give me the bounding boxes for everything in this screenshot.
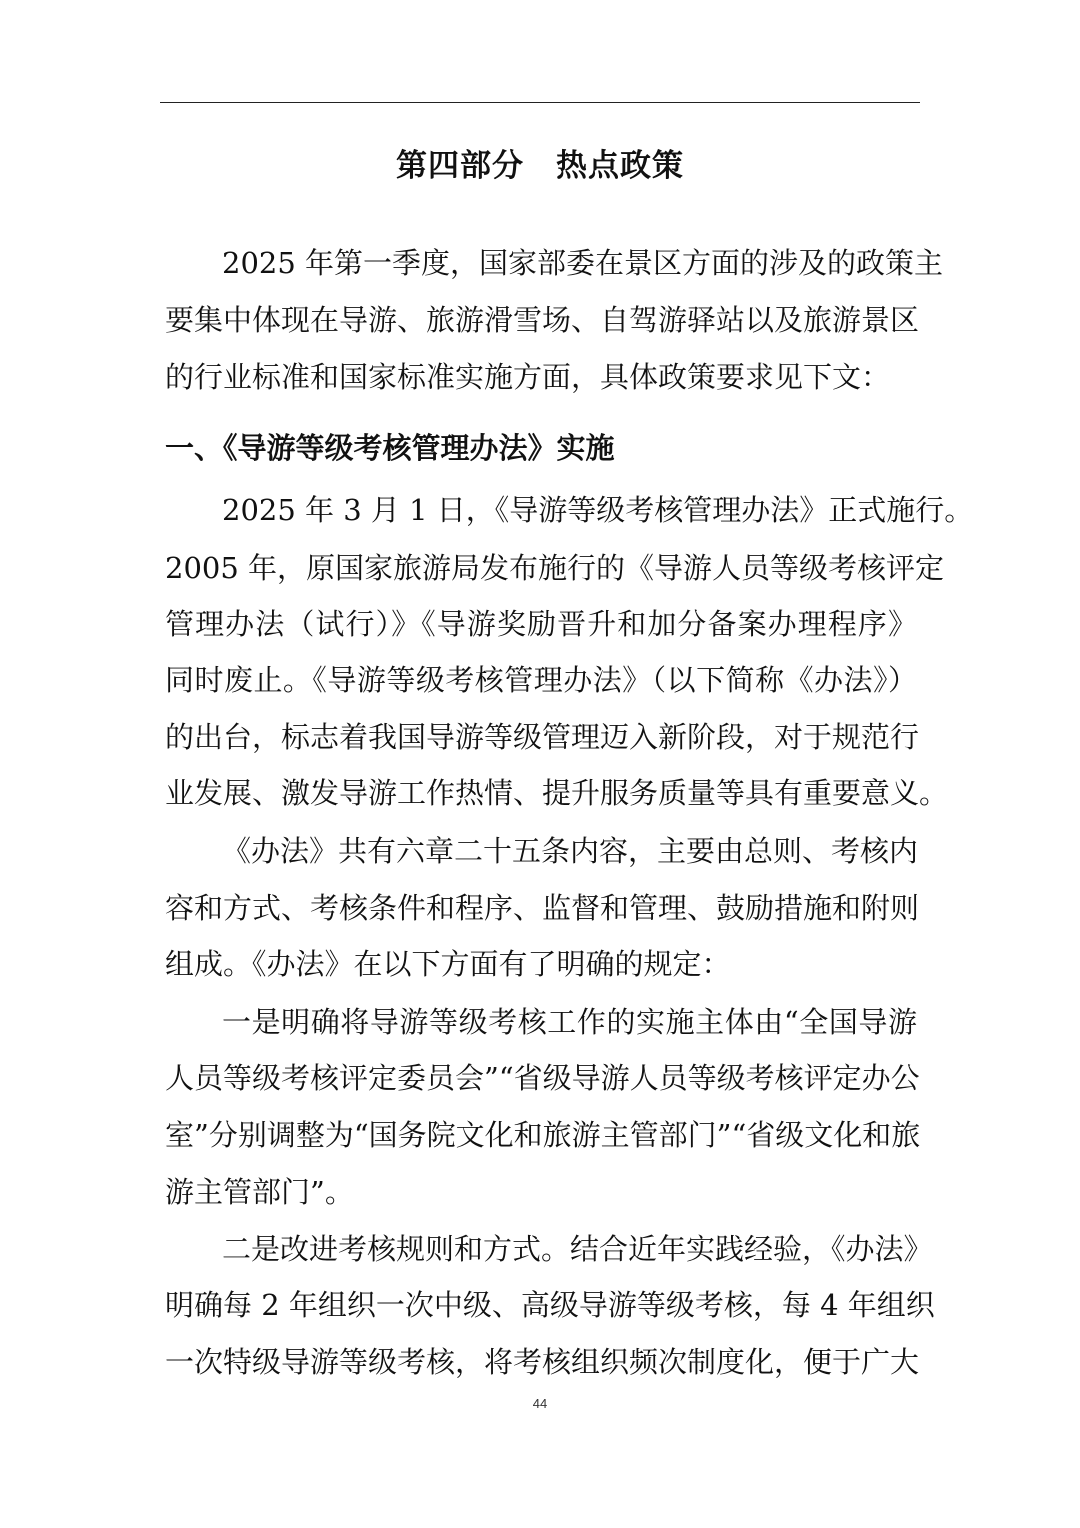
intro-line: 2025 年第一季度，国家部委在景区方面的涉及的政策主	[222, 246, 944, 280]
intro-line: 的行业标准和国家标准实施方面，具体政策要求见下文：	[165, 360, 891, 394]
body-line: 组成。《办法》在以下方面有了明确的规定：	[165, 947, 731, 981]
body-line: 人员等级考核评定委员会”“省级导游人员等级考核评定办公	[165, 1061, 920, 1095]
section-heading: 一、《导游等级考核管理办法》实施	[165, 431, 615, 465]
body-line: 2025 年 3 月 1 日，《导游等级考核管理办法》正式施行。	[222, 493, 974, 527]
page-number: 44	[532, 1396, 548, 1411]
body-line: 游主管部门”。	[165, 1175, 354, 1209]
body-line: 室”分别调整为“国务院文化和旅游主管部门”“省级文化和旅	[165, 1118, 921, 1152]
body-line: 一是明确将导游等级考核工作的实施主体由“全国导游	[222, 1005, 917, 1039]
body-line: 管理办法（试行）》《导游奖励晋升和加分备案办理程序》	[165, 607, 917, 641]
body-line: 《办法》共有六章二十五条内容，主要由总则、考核内	[222, 834, 919, 868]
body-line: 业发展、激发导游工作热情、提升服务质量等具有重要意义。	[165, 776, 949, 810]
header-rule	[160, 102, 920, 103]
body-line: 明确每 2 年组织一次中级、高级导游等级考核，每 4 年组织	[165, 1288, 935, 1322]
body-line: 同时废止。《导游等级考核管理办法》（以下简称《办法》）	[165, 663, 917, 697]
body-line: 2005 年，原国家旅游局发布施行的《导游人员等级考核评定	[165, 551, 945, 585]
body-line: 的出台，标志着我国导游等级管理迈入新阶段，对于规范行	[165, 720, 920, 754]
body-line: 容和方式、考核条件和程序、监督和管理、鼓励措施和附则	[165, 891, 920, 925]
page-title: 第四部分 热点政策	[396, 148, 684, 184]
body-line: 二是改进考核规则和方式。结合近年实践经验，《办法》	[222, 1232, 933, 1266]
body-line: 一次特级导游等级考核，将考核组织频次制度化，便于广大	[165, 1345, 920, 1379]
intro-line: 要集中体现在导游、旅游滑雪场、自驾游驿站以及旅游景区	[165, 303, 920, 337]
